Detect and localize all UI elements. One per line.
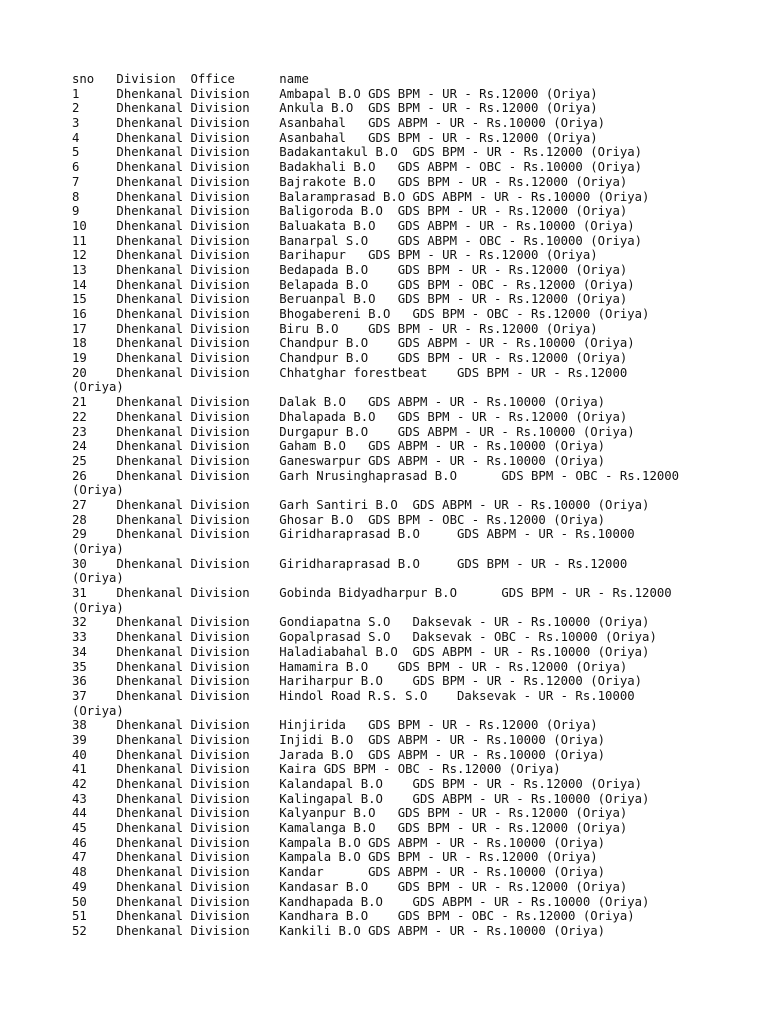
text-line: 31 Dhenkanal Division Gobinda Bidyadharpur B.O GDS BPM - UR - Rs.12000 <box>72 586 672 601</box>
text-line: 27 Dhenkanal Division Garh Santiri B.O GDS ABPM - UR - Rs.10000 (Oriya) <box>72 497 650 512</box>
text-line: 48 Dhenkanal Division Kandar GDS ABPM - UR - Rs.10000 (Oriya) <box>72 865 606 880</box>
text-line: 45 Dhenkanal Division Kamalanga B.O GDS BPM - UR - Rs.12000 (Oriya) <box>72 821 628 836</box>
text-line: 14 Dhenkanal Division Belapada B.O GDS BPM - OBC - Rs.12000 (Oriya) <box>72 277 635 292</box>
text-line: 25 Dhenkanal Division Ganeswarpur GDS ABPM - UR - Rs.10000 (Oriya) <box>72 453 606 468</box>
text-line: 11 Dhenkanal Division Banarpal S.O GDS ABPM - OBC - Rs.10000 (Oriya) <box>72 233 643 248</box>
text-line: 28 Dhenkanal Division Ghosar B.O GDS BPM - OBC - Rs.12000 (Oriya) <box>72 512 606 527</box>
text-line: 4 Dhenkanal Division Asanbahal GDS BPM - UR - Rs.12000 (Oriya) <box>72 130 598 145</box>
text-line: 22 Dhenkanal Division Dhalapada B.O GDS BPM - UR - Rs.12000 (Oriya) <box>72 409 628 424</box>
text-line: (Oriya) <box>72 571 124 586</box>
text-line: 42 Dhenkanal Division Kalandapal B.O GDS BPM - UR - Rs.12000 (Oriya) <box>72 777 643 791</box>
text-line: 3 Dhenkanal Division Asanbahal GDS ABPM - UR - Rs.10000 (Oriya) <box>72 116 606 131</box>
text-line: 12 Dhenkanal Division Barihapur GDS BPM - UR - Rs.12000 (Oriya) <box>72 248 598 263</box>
text-line: 37 Dhenkanal Division Hindol Road R.S. S.O Daksevak - UR - Rs.10000 <box>72 688 635 703</box>
text-line: 50 Dhenkanal Division Kandhapada B.O GDS ABPM - UR - Rs.10000 (Oriya) <box>72 894 650 909</box>
text-line: 34 Dhenkanal Division Haladiabahal B.O GDS ABPM - UR - Rs.10000 (Oriya) <box>72 644 650 659</box>
header-line: sno Division Office name <box>72 72 309 86</box>
text-line: 23 Dhenkanal Division Durgapur B.O GDS ABPM - UR - Rs.10000 (Oriya) <box>72 424 635 439</box>
text-line: 40 Dhenkanal Division Jarada B.O GDS ABPM - UR - Rs.10000 (Oriya) <box>72 747 606 762</box>
text-line: 35 Dhenkanal Division Hamamira B.O GDS BPM - UR - Rs.12000 (Oriya) <box>72 659 628 674</box>
text-line: 2 Dhenkanal Division Ankula B.O GDS BPM - UR - Rs.12000 (Oriya) <box>72 101 598 116</box>
text-line: 18 Dhenkanal Division Chandpur B.O GDS ABPM - UR - Rs.10000 (Oriya) <box>72 336 635 351</box>
text-line: 39 Dhenkanal Division Injidi B.O GDS ABPM - UR - Rs.10000 (Oriya) <box>72 732 606 747</box>
document-text <box>72 72 712 939</box>
text-line: 1 Dhenkanal Division Ambapal B.O GDS BPM - UR - Rs.12000 (Oriya) <box>72 86 598 101</box>
text-line: 13 Dhenkanal Division Bedapada B.O GDS BPM - UR - Rs.12000 (Oriya) <box>72 262 628 277</box>
text-line: 9 Dhenkanal Division Baligoroda B.O GDS BPM - UR - Rs.12000 (Oriya) <box>72 204 628 219</box>
text-line: 44 Dhenkanal Division Kalyanpur B.O GDS BPM - UR - Rs.12000 (Oriya) <box>72 806 628 821</box>
text-line: 15 Dhenkanal Division Beruanpal B.O GDS BPM - UR - Rs.12000 (Oriya) <box>72 292 628 307</box>
text-line: 47 Dhenkanal Division Kampala B.O GDS BPM - UR - Rs.12000 (Oriya) <box>72 850 598 865</box>
text-line: (Oriya) <box>72 600 124 615</box>
text-line: 36 Dhenkanal Division Hariharpur B.O GDS BPM - UR - Rs.12000 (Oriya) <box>72 674 643 689</box>
text-line: 7 Dhenkanal Division Bajrakote B.O GDS BPM - UR - Rs.12000 (Oriya) <box>72 174 628 189</box>
text-line: 17 Dhenkanal Division Biru B.O GDS BPM - UR - Rs.12000 (Oriya) <box>72 321 598 336</box>
text-line: 5 Dhenkanal Division Badakantakul B.O GDS BPM - UR - Rs.12000 (Oriya) <box>72 145 643 160</box>
text-line: 24 Dhenkanal Division Gaham B.O GDS ABPM - UR - Rs.10000 (Oriya) <box>72 439 606 454</box>
text-line: 32 Dhenkanal Division Gondiapatna S.O Daksevak - UR - Rs.10000 (Oriya) <box>72 615 650 630</box>
text-line: 38 Dhenkanal Division Hinjirida GDS BPM - UR - Rs.12000 (Oriya) <box>72 718 598 733</box>
text-line: 51 Dhenkanal Division Kandhara B.O GDS BPM - OBC - Rs.12000 (Oriya) <box>72 909 635 924</box>
text-line: (Oriya) <box>72 483 124 498</box>
text-line: (Oriya) <box>72 380 124 395</box>
text-line: 43 Dhenkanal Division Kalingapal B.O GDS ABPM - UR - Rs.10000 (Oriya) <box>72 791 650 806</box>
text-line: 16 Dhenkanal Division Bhogabereni B.O GDS BPM - OBC - Rs.12000 (Oriya) <box>72 307 650 321</box>
text-line: 49 Dhenkanal Division Kandasar B.O GDS BPM - UR - Rs.12000 (Oriya) <box>72 879 628 894</box>
text-line: 26 Dhenkanal Division Garh Nrusinghaprasad B.O GDS BPM - OBC - Rs.12000 <box>72 468 680 483</box>
text-line: 8 Dhenkanal Division Balaramprasad B.O GDS ABPM - UR - Rs.10000 (Oriya) <box>72 189 650 204</box>
text-line: 33 Dhenkanal Division Gopalprasad S.O Daksevak - OBC - Rs.10000 (Oriya) <box>72 630 657 645</box>
text-line: 29 Dhenkanal Division Giridharaprasad B.O GDS ABPM - UR - Rs.10000 <box>72 527 635 542</box>
text-line: 41 Dhenkanal Division Kaira GDS BPM - OBC - Rs.12000 (Oriya) <box>72 762 561 777</box>
text-line: 6 Dhenkanal Division Badakhali B.O GDS ABPM - OBC - Rs.10000 (Oriya) <box>72 160 643 175</box>
text-line: 46 Dhenkanal Division Kampala B.O GDS ABPM - UR - Rs.10000 (Oriya) <box>72 835 606 850</box>
text-line: 10 Dhenkanal Division Baluakata B.O GDS ABPM - UR - Rs.10000 (Oriya) <box>72 218 635 233</box>
text-line: 21 Dhenkanal Division Dalak B.O GDS ABPM - UR - Rs.10000 (Oriya) <box>72 395 606 410</box>
text-line: (Oriya) <box>72 703 124 718</box>
text-line: 30 Dhenkanal Division Giridharaprasad B.O GDS BPM - UR - Rs.12000 <box>72 556 628 571</box>
text-line: 20 Dhenkanal Division Chhatghar forestbeat GDS BPM - UR - Rs.12000 <box>72 365 628 380</box>
text-line: (Oriya) <box>72 542 124 556</box>
text-line: 52 Dhenkanal Division Kankili B.O GDS ABPM - UR - Rs.10000 (Oriya) <box>72 923 606 938</box>
text-line: 19 Dhenkanal Division Chandpur B.O GDS BPM - UR - Rs.12000 (Oriya) <box>72 351 628 366</box>
